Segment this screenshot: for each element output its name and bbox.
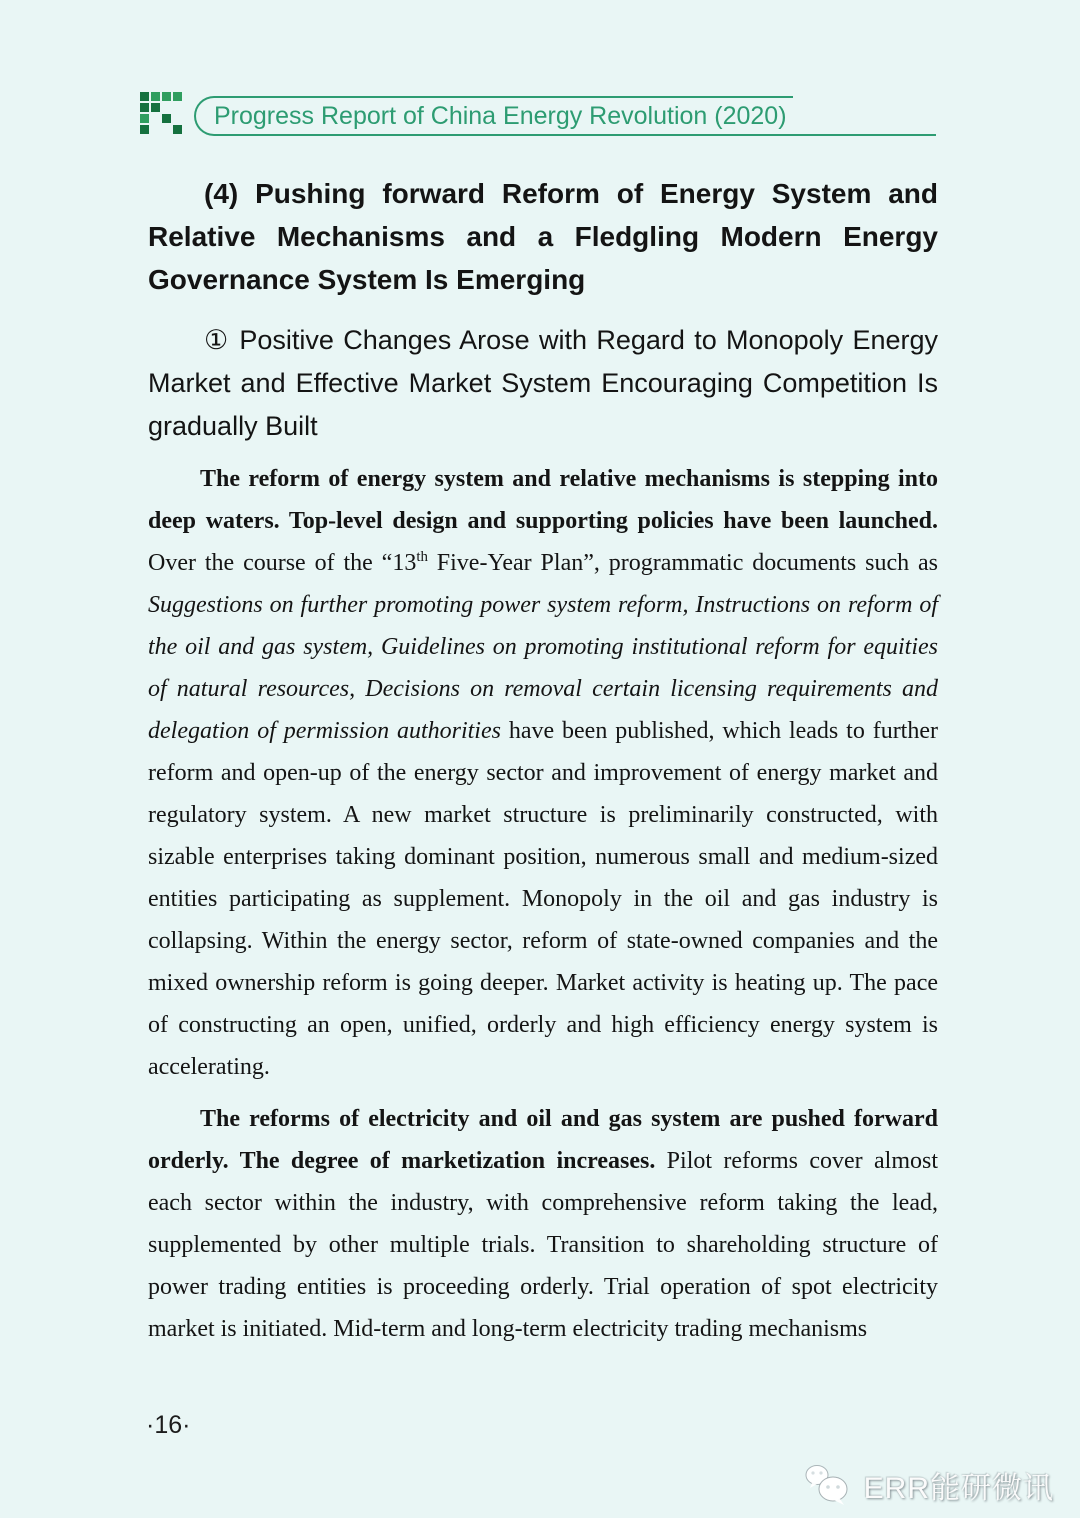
paragraph-2 (148, 1098, 938, 1350)
superscript-th: th (416, 549, 428, 565)
header-rule (793, 134, 936, 136)
article (148, 160, 938, 1350)
watermark-text: ERR能研微讯 (863, 1472, 1054, 1505)
wechat-icon (802, 1462, 854, 1508)
sub-heading: ① Positive Changes Arose with Regard to Monopoly Energy Market and Effective Market System Encouraging Competition Is gradually Built (148, 325, 938, 441)
report-title-badge (194, 96, 793, 136)
paragraph-1 (148, 458, 938, 1088)
paragraph-1-bold-lead: The reform of energy system and relative mechanisms is stepping into deep waters. Top-level design and supporting policies have been launched. (148, 466, 938, 534)
page-header (140, 92, 936, 136)
paragraph-1-document-titles: Suggestions on further promoting power system reform, Instructions on reform of the oil and gas system, Guidelines on promoting institutional reform for equities of natural resources, Decisions on removal certain licensing requirements and delegation of permission authorities (148, 592, 938, 744)
paragraph-1-text: Over the course of the “13 (148, 550, 417, 576)
paragraph-1-text-2: Five-Year Plan”, programmatic documents such as (427, 550, 938, 576)
paragraph-1-rest: have been published, which leads to further reform and open-up of the energy sector and improvement of energy market and regulatory system. A new market structure is preliminarily constructed, with sizable enterprises taking dominant position, numerous small and medium-sized entities participating as supplement. Monopoly in the oil and gas industry is collapsing. Within the energy sector, reform of state-owned companies and the mixed ownership reform is going deeper. Market activity is heating up. The pace of constructing an open, unified, orderly and high efficiency energy system is accelerating. (148, 718, 938, 1080)
paragraph-2-rest: Pilot reforms cover almost each sector within the industry, with comprehensive reform taking the lead, supplemented by other multiple trials. Transition to shareholding structure of power trading entities is proceeding orderly. Trial operation of spot electricity market is initiated. Mid-term and long-term electricity trading mechanisms (148, 1148, 939, 1342)
watermark (802, 1462, 1054, 1508)
paragraph-2-bold-lead: The reforms of electricity and oil and gas system are pushed forward orderly. The degree of marketization increases. (148, 1106, 938, 1174)
pixel-logo-icon (140, 92, 182, 134)
report-title: Progress Report of China Energy Revolution (2020) (214, 102, 787, 130)
section-heading: (4) Pushing forward Reform of Energy System and Relative Mechanisms and a Fledgling Modern Energy Governance System Is Emerging (148, 178, 938, 295)
page-number: ·16· (146, 1411, 191, 1439)
